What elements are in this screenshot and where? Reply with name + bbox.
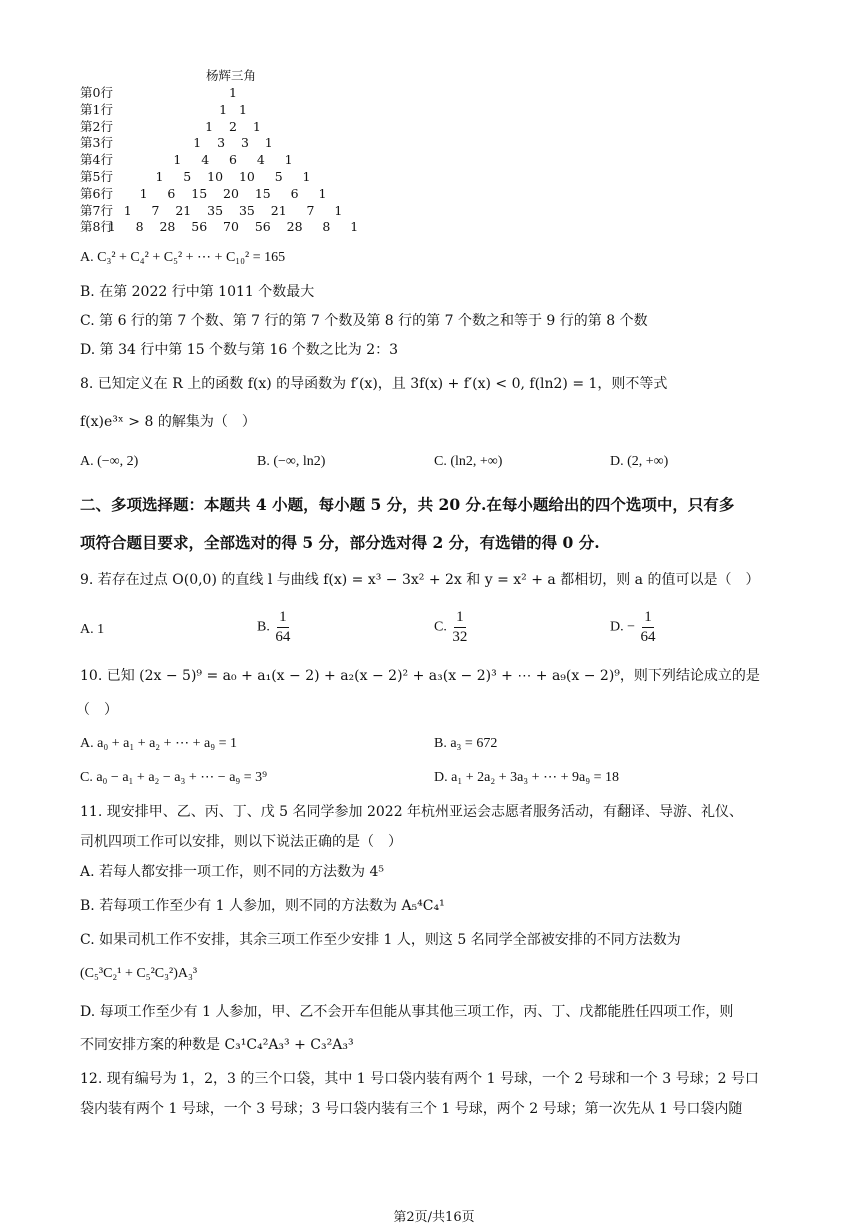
q8-option-b: B. (−∞, ln2) [257,454,326,469]
triangle-row-values: 1 4 6 4 1 [173,152,293,168]
triangle-row-values: 1 7 21 35 35 21 7 1 [123,202,343,218]
q8-stem-line1: 8. 已知定义在 R 上的函数 f(x) 的导函数为 f′(x)，且 3f(x) + f′(x) < 0, f(ln2) = 1，则不等式 [80,376,668,392]
triangle-row-values: 1 1 [219,101,247,117]
triangle-row-label: 第7行 [80,202,113,218]
q10-option-a: A. a₀ + a₁ + a₂ + ⋯ + a₉ = 1 [80,736,237,751]
q9-option-d-label: D. − [610,619,636,635]
triangle-row-label: 第4行 [80,152,113,168]
q7-option-a: A. C₃² + C₄² + C₅² + ⋯ + C₁₀² = 165 [80,250,286,265]
q10-paren: （ ） [76,702,118,718]
q11-option-a: A. 若每人都安排一项工作，则不同的方法数为 4⁵ [80,864,384,880]
triangle-row-values: 1 5 10 10 5 1 [155,169,311,184]
q9-option-c [434,608,469,647]
q11-stem-line2: 司机四项工作可以安排，则以下说法正确的是（ ） [80,834,402,850]
q7-option-c: C. 第 6 行的第 7 个数、第 7 行的第 7 个数及第 8 行的第 7 个数之和等于 9 行的第 8 个数 [80,313,648,329]
q9-option-b-numerator: 1 [277,608,289,628]
q9-option-c-fraction [450,608,469,647]
q9-stem: 9. 若存在过点 O(0,0) 的直线 l 与曲线 f(x) = x³ − 3x² + 2x 和 y = x² + a 都相切，则 a 的值可以是（ ） [80,572,760,588]
section-heading-line1: 二、多项选择题：本题共 4 小题，每小题 5 分，共 20 分.在每小题给出的四个选项中，只有多 [80,495,735,514]
q10-option-b: B. a₃ = 672 [434,736,498,751]
triangle-title: 杨辉三角 [206,68,257,83]
q9-option-c-label: C. [434,619,447,635]
q8-stem-line2: f(x)e³ˣ > 8 的解集为（ ） [80,414,256,430]
q9-option-d [610,608,658,647]
triangle-row-label: 第0行 [80,85,113,100]
q7-option-d: D. 第 34 行中第 15 个数与第 16 个数之比为 2：3 [80,342,399,358]
q10-option-d: D. a₁ + 2a₂ + 3a₃ + ⋯ + 9a₉ = 18 [434,770,619,785]
q11-option-d-line2: 不同安排方案的种数是 C₃¹C₄²A₃³ + C₃²A₃³ [80,1037,354,1053]
q11-stem-line1: 11. 现安排甲、乙、丙、丁、戊 5 名同学参加 2022 年杭州亚运会志愿者服务活动，有翻译、导游、礼仪、 [80,804,744,820]
q12-stem-line2: 袋内装有两个 1 号球，一个 3 号球；3 号口袋内装有三个 1 号球，两个 2 号球；第一次先从 1 号口袋内随 [80,1101,743,1117]
q9-option-b-denominator: 64 [275,629,291,645]
triangle-row-values: 1 2 1 [205,118,261,134]
triangle-row-label: 第2行 [80,118,113,134]
q9-option-c-numerator: 1 [454,608,466,628]
q9-option-b-fraction [273,608,292,647]
q11-option-c-line2: (C₅³C₂¹ + C₅²C₃²)A₃³ [80,966,198,981]
q10-stem: 10. 已知 (2x − 5)⁹ = a₀ + a₁(x − 2) + a₂(x − 2)² + a₃(x − 2)³ + ⋯ + a₉(x − 2)⁹，则下列结论成立的是 [80,668,760,684]
triangle-row-values: 1 [229,85,237,100]
section-heading-line2: 项符合题目要求，全部选对的得 5 分，部分选对得 2 分，有选错的得 0 分. [80,533,600,552]
q9-option-d-fraction [639,608,658,647]
triangle-row-values: 1 3 3 1 [193,135,273,151]
triangle-row-values: 1 8 28 56 70 56 28 8 1 [107,219,359,235]
q9-option-d-numerator: 1 [642,608,654,628]
q10-option-c: C. a₀ − a₁ + a₂ − a₃ + ⋯ − a₉ = 3⁹ [80,770,268,785]
triangle-row-values: 1 6 15 20 15 6 1 [139,185,327,201]
q9-option-c-denominator: 32 [452,629,468,645]
triangle-row-label: 第6行 [80,185,113,201]
q8-option-c: C. (ln2, +∞) [434,454,503,469]
q11-option-c-line1: C. 如果司机工作不安排，其余三项工作至少安排 1 人，则这 5 名同学全部被安排的不同方法数为 [80,932,681,948]
q9-option-b-label: B. [257,619,270,635]
q11-option-d-line1: D. 每项工作至少有 1 人参加，甲、乙不会开车但能从事其他三项工作，丙、丁、戊都能胜任四项工作，则 [80,1004,734,1020]
q8-option-d: D. (2, +∞) [610,454,669,469]
q11-option-b: B. 若每项工作至少有 1 人参加，则不同的方法数为 A₅⁴C₄¹ [80,898,445,914]
q9-option-b [257,608,292,647]
q8-option-a: A. (−∞, 2) [80,454,139,469]
q9-option-d-denominator: 64 [640,629,656,645]
triangle-row-label: 第8行 [80,219,113,235]
q9-option-a: A. 1 [80,622,105,637]
q12-stem-line1: 12. 现有编号为 1，2，3 的三个口袋，其中 1 号口袋内装有两个 1 号球，一个 2 号球和一个 3 号球；2 号口 [80,1071,759,1087]
q7-option-b: B. 在第 2022 行中第 1011 个数最大 [80,284,315,300]
triangle-row-label: 第3行 [80,135,113,151]
triangle-row-label: 第1行 [80,101,113,117]
page-footer: 第2页/共16页 [393,1210,475,1225]
triangle-row-label: 第5行 [80,169,113,184]
